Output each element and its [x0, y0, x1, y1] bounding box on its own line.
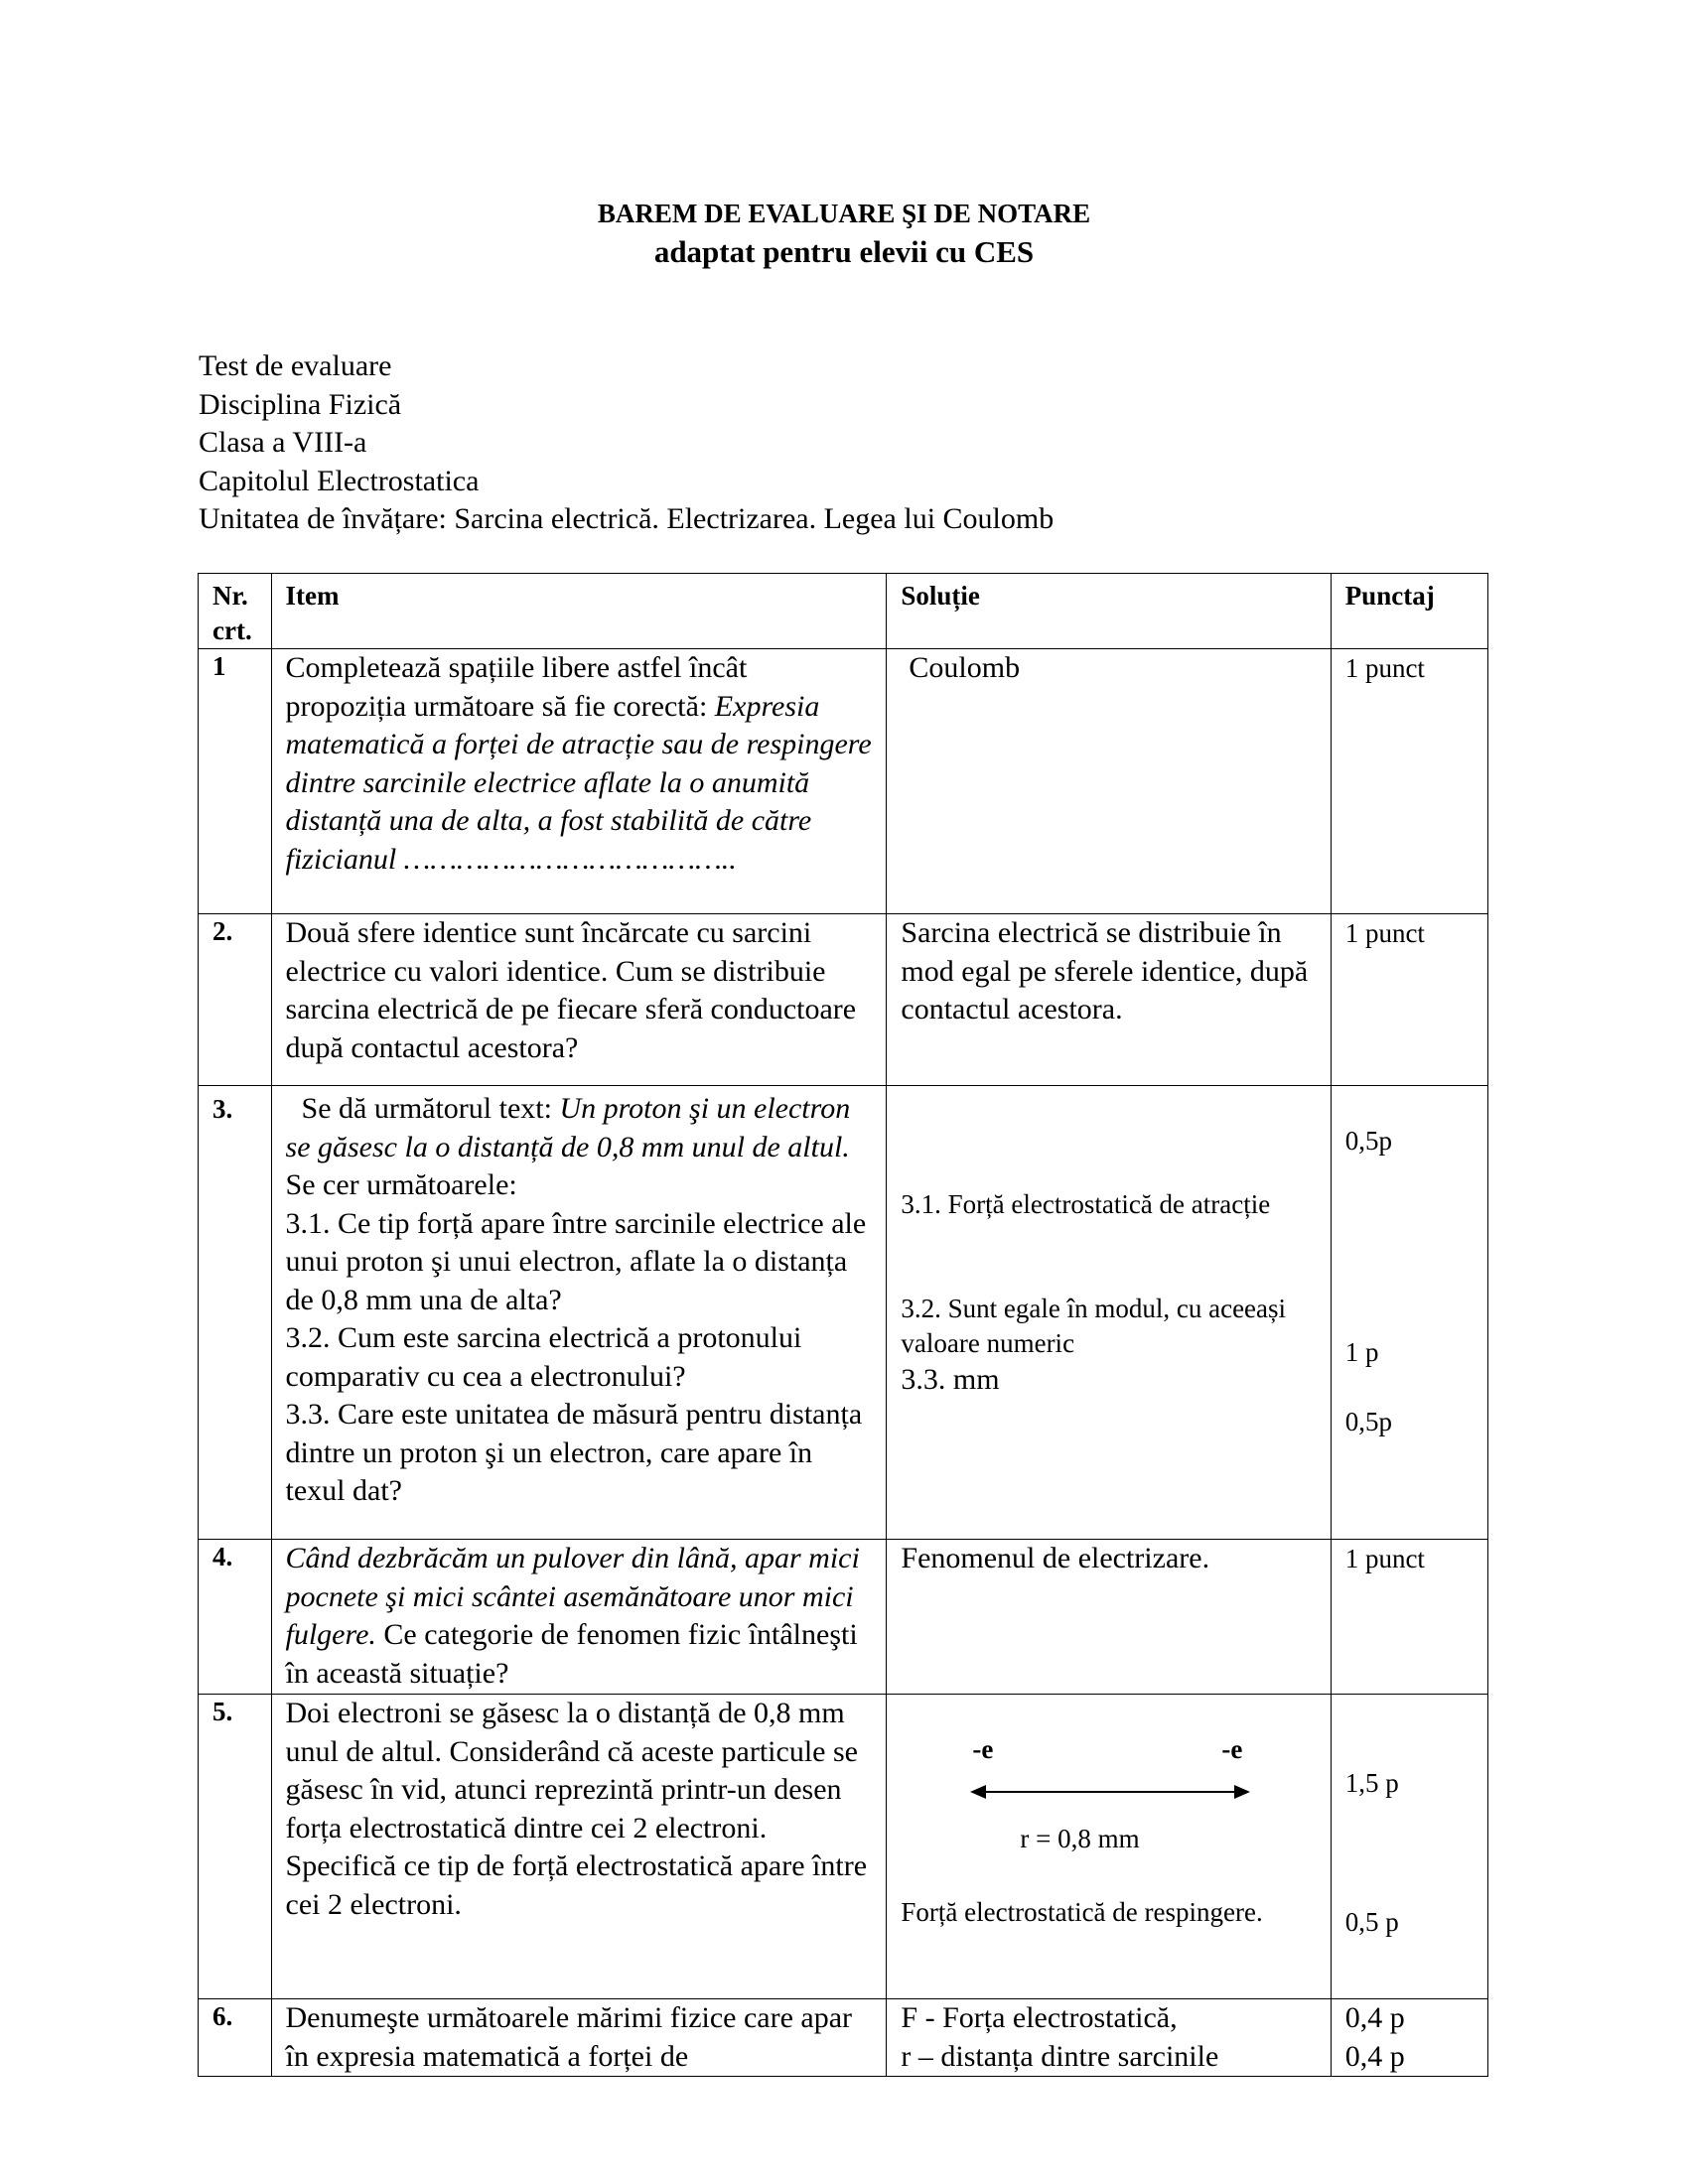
row-number: 3. [199, 1086, 272, 1540]
table-row [199, 1540, 1488, 1695]
grade: Clasa a VIII-a [199, 426, 367, 459]
solution-cell: Fenomenul de electrizare. [887, 1540, 1331, 1695]
header-solution: Soluție [887, 574, 1331, 649]
chapter: Capitolul Electrostatica [199, 464, 480, 497]
item-cell: Completează spațiile libere astfel încât propoziția următoare să fie corectă: Expresia matematică a forței de atracție sau de respingere dintre sarcinile electrice aflate la o anumită distanță una de alta, a fost stabilită de către fizicianul ……………………………….. [271, 649, 887, 914]
row-number: 6. [199, 1999, 272, 2077]
table-header [199, 574, 1488, 649]
question-3-1: 3.1. Ce tip forță apare între sarcinile electrice ale unui proton şi unui electron, aflate la o distanța de 0,8 mm una de alta? [285, 1206, 867, 1316]
row-number: 4. [199, 1540, 272, 1695]
document-subtitle: adaptat pentru elevii cu CES [653, 234, 1035, 269]
solution-3-2: 3.2. Sunt egale în modul, cu aceeași valoare numeric [901, 1294, 1287, 1358]
points-5-type: 0,5 p [1344, 1907, 1399, 1937]
table-row [199, 914, 1488, 1086]
table-row [199, 649, 1488, 914]
points-5-drawing: 1,5 p [1344, 1768, 1399, 1798]
grading-table [198, 573, 1488, 2077]
repulsion-arrow-icon [970, 1780, 1250, 1804]
points-cell: 0,4 p 0,4 p [1331, 1999, 1487, 2077]
test-info [199, 347, 1054, 539]
item-cell: Denumeşte următoarele mărimi fizice care apar în expresia matematică a forței de [271, 1999, 887, 2077]
charge-left-label: -e [972, 1734, 994, 1764]
charge-right-label: -e [1221, 1734, 1243, 1764]
item-cell: Se dă următorul text: Un proton şi un electron se găsesc la o distanță de 0,8 mm unul de altul. Se cer următoarele: 3.1. Ce tip forță apare între sarcinile electrice ale unui proton şi unui electron, aflate la o distanța de 0,8 mm una de alta? 3.2. Cum este sarcina electrică a protonului comparativ cu cea a electronului? 3.3. Care este unitatea de măsură pentru distanța dintre un proton şi un electron, care apare în texul dat? [271, 1086, 887, 1540]
solution-cell: F - Forța electrostatică, r – distanța dintre sarcinile [887, 1999, 1331, 2077]
item-cell: Când dezbrăcăm un pulover din lână, apar mici pocnete şi mici scântei asemănătoare unor mici fulgere. Ce categorie de fenomen fizic întâlneşti în această situație? [271, 1540, 887, 1695]
solution-cell [887, 1695, 1331, 1999]
solution-3-3: 3.3. mm [901, 1363, 1000, 1396]
document-title: BAREM DE EVALUARE ŞI DE NOTARE [597, 199, 1091, 228]
table-row [199, 1086, 1488, 1540]
distance-label: r = 0,8 mm [1020, 1824, 1140, 1853]
row-number: 1 [199, 649, 272, 914]
solution-cell: Sarcina electrică se distribuie în mod egal pe sferele identice, după contactul acestora. [887, 914, 1331, 1086]
points-cell: 1 punct [1331, 1540, 1487, 1695]
discipline: Disciplina Fizică [199, 387, 402, 421]
points-3-2: 1 p [1344, 1337, 1379, 1367]
row-number: 2. [199, 914, 272, 1086]
solution-5-force-type: Forță electrostatică de respingere. [901, 1897, 1263, 1927]
points-cell: 1 punct [1331, 914, 1487, 1086]
solution-cell [887, 1086, 1331, 1540]
header-points: Punctaj [1331, 574, 1487, 649]
test-type: Test de evaluare [199, 349, 392, 382]
solution-3-1: 3.1. Forță electrostatică de atracție [901, 1189, 1271, 1219]
solution-cell: Coulomb [887, 649, 1331, 914]
learning-unit: Unitatea de învățare: Sarcina electrică. Electrizarea. Legea lui Coulomb [199, 502, 1055, 535]
item-cell: Doi electroni se găsesc la o distanță de 0,8 mm unul de altul. Considerând că aceste particule se găsesc în vid, atunci reprezintă printr-un desen forța electrostatică dintre cei 2 electroni. Specifică ce tip de forță electrostatică apare între cei 2 electroni. [271, 1695, 887, 1999]
question-3-3: 3.3. Care este unitatea de măsură pentru distanța dintre un proton şi un electron, care apare în texul dat? [285, 1398, 863, 1507]
header-nr: Nr. crt. [199, 574, 272, 649]
question-3-2: 3.2. Cum este sarcina electrică a protonului comparativ cu cea a electronului? [285, 1321, 802, 1393]
item-cell: Două sfere identice sunt încărcate cu sarcini electrice cu valori identice. Cum se distribuie sarcina electrică de pe fiecare sferă conductoare după contactul acestora? [271, 914, 887, 1086]
points-3-3: 0,5p [1344, 1407, 1392, 1436]
header-item: Item [271, 574, 887, 649]
points-cell [1331, 1695, 1487, 1999]
table-row [199, 1999, 1488, 2077]
points-3-1: 0,5p [1344, 1126, 1392, 1156]
table-row [199, 1695, 1488, 1999]
points-cell [1331, 1086, 1487, 1540]
points-cell: 1 punct [1331, 649, 1487, 914]
row-number: 5. [199, 1695, 272, 1999]
force-diagram [901, 1695, 1316, 1873]
